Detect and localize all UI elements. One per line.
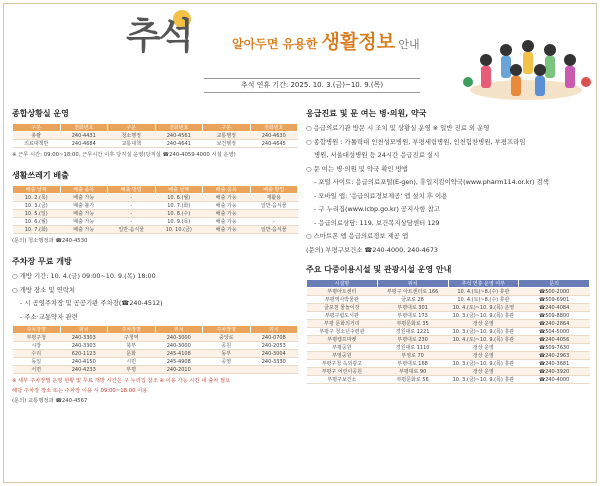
table-cell: 부평구 아트센터로 166 [377, 288, 448, 296]
table-cell: 동일 [13, 358, 61, 366]
table-cell: ☎240-2963 [519, 352, 590, 360]
table-cell: 10. 9.(목) [155, 218, 203, 226]
medical-line: - 구 누리집(www.icbp.go.kr) 공지사항 참고 [314, 205, 440, 213]
page-title [232, 27, 420, 54]
table-row [307, 344, 590, 352]
table-cell: 배출 가능 [60, 194, 108, 202]
table-cell: 일반·음식물 [250, 226, 298, 234]
table-row [13, 132, 298, 140]
table-row [13, 218, 298, 226]
table-cell: - [108, 210, 156, 218]
table-cell: 240-4641 [155, 140, 203, 148]
table-cell: 부평구 청소년수련관 [307, 328, 378, 336]
table-row [307, 320, 590, 328]
parking-line: - 시 공영주차장 및 공공기관 주차장(☎240-4512) [20, 299, 163, 307]
table-header: 배출 방법 [250, 186, 298, 194]
table-row [307, 328, 590, 336]
table-cell: 구청역 [108, 334, 156, 342]
table-cell: 부평아트센터 [307, 288, 378, 296]
table-cell: 10. 6.(월) [155, 194, 203, 202]
table-cell: 10. 3.(금)~10. 9.(목) 휴관 [448, 312, 519, 320]
parking-line: ○ 개방 장소 및 연락처 [12, 285, 76, 294]
table-cell: 부평구립도서관 [307, 312, 378, 320]
table-header: 배출 방법 [108, 186, 156, 194]
title-prefix: 알아두면 유용한 [232, 37, 322, 51]
table-cell: 부평역사박물관 [307, 296, 378, 304]
medical-line: ○ 종합병원 : 가톨릭대 인천성모병원, 부평세림병원, 인천힘찬병원, 부평프라임 [306, 137, 526, 146]
table-cell: ☎500-2000 [519, 288, 590, 296]
table-cell: 245-4908 [155, 358, 203, 366]
table-row [307, 312, 590, 320]
medical-contact: (문의) 부평구보건소 ☎240-4000, 240-4673 [306, 245, 438, 254]
table-row [307, 352, 590, 360]
table-cell [250, 210, 298, 218]
table-header: 위치 [60, 326, 108, 334]
table-cell [250, 366, 298, 374]
table-cell: 굴포천 물놀이장 [307, 304, 378, 312]
table-cell: - [108, 218, 156, 226]
trash-table [12, 185, 298, 234]
table-cell: 문화 [108, 350, 156, 358]
table-cell: 부평대로 90 [377, 368, 448, 376]
table-cell: ☎240-2864 [519, 320, 590, 328]
table-cell: 공영 [203, 358, 251, 366]
table-cell: 경원대로 1221 [377, 328, 448, 336]
table-cell: 총괄 [13, 132, 61, 140]
logo: 추석 [126, 15, 192, 57]
table-cell: 부평 문화의거리 [307, 320, 378, 328]
parking-warning: ※ 세부 주차장별 운영 현황 및 무료 개방 시간은 구 누리집 참조 ※ 이용 가능 시간 내 출차 필요 [12, 378, 231, 384]
table-cell: 북부 [108, 342, 156, 350]
table-cell: 240-3000 [155, 334, 203, 342]
table-cell: 10. 3.(금)~10. 9.(목) 휴관 [448, 360, 519, 368]
table-cell: 교통행정 [203, 132, 251, 140]
table-cell: ☎509-8800 [519, 312, 590, 320]
table-cell [203, 366, 251, 374]
table-header: 구분 [203, 124, 251, 132]
table-header: 위치 [250, 326, 298, 334]
table-cell: 정상 운영 [448, 344, 519, 352]
table-cell: 10. 2.(목) [13, 194, 61, 202]
table-header: 주차장명 [203, 326, 251, 334]
medical-line: - 응급의료상담: 119, 보건복지상담센터 129 [314, 218, 440, 227]
table-cell: 10. 5.(일) [13, 210, 61, 218]
table-cell: 굴포로 26 [377, 296, 448, 304]
table-cell: 부평대로 173 [377, 312, 448, 320]
table-row [13, 334, 298, 342]
table-cell: 620-1123 [60, 350, 108, 358]
table-cell: 배출 가능 [203, 226, 251, 234]
table-cell: ☎240-4000 [519, 376, 590, 384]
table-row [13, 342, 298, 350]
table-cell: 부평대로 230 [377, 336, 448, 344]
table-header: 주차장명 [13, 326, 61, 334]
table-row [13, 202, 298, 210]
table-cell: 배출 가능 [203, 218, 251, 226]
table-cell: 10. 3.(금)~10. 9.(목) 휴관 [448, 376, 519, 384]
facilities-table [306, 279, 590, 384]
table-cell: 부평대로 168 [377, 360, 448, 368]
table-cell: 240-0708 [250, 334, 298, 342]
table-cell: 재활용 [250, 194, 298, 202]
parking-warning: 해당 주차장 장소 또는 주차장 이용 시 09:00~18:00 이용 [12, 388, 148, 394]
table-cell: 정상 운영 [448, 368, 519, 376]
table-cell: 10. 4.(토)~10. 9.(목) 운영 [448, 304, 519, 312]
table-cell: - [108, 202, 156, 210]
table-cell: 부평문화로 35 [377, 320, 448, 328]
table-cell: 부평문화로 56 [377, 376, 448, 384]
medical-line: - 모바일 앱: '응급의료정보제공' 앱 설치 후 이용 [314, 191, 448, 200]
table-cell: 배출 가능 [203, 202, 251, 210]
table-cell: 배출 불가 [60, 202, 108, 210]
left-column [12, 108, 298, 404]
table-row [307, 368, 590, 376]
table-cell: 부평구보건소 [307, 376, 378, 384]
parking-line: ○ 개방 기간: 10. 4.(금) 09:00~10. 9.(목) 18:00 [12, 272, 156, 280]
table-cell: 배출 가능 [60, 210, 108, 218]
table-cell: 공원 [203, 342, 251, 350]
parking-table [12, 325, 298, 374]
table-row [307, 304, 590, 312]
table-row [307, 336, 590, 344]
parking-section-title: 주차장 무료 개방 [12, 257, 72, 266]
table-cell: 240-3000 [155, 342, 203, 350]
table-row [13, 194, 298, 202]
medical-line: - 포털 사이트: 응급의료포털(E-gen), 휴일지킴이약국(www.pharm114.or.kr) 검색 [314, 178, 549, 186]
table-cell: 부영공원 [307, 352, 378, 360]
table-cell: ☎504-5000 [519, 328, 590, 336]
table-cell: 경원대로 1110 [377, 344, 448, 352]
table-cell: 부평대로 301 [377, 304, 448, 312]
table-cell: 245-4108 [155, 350, 203, 358]
table-cell: 중앙로 [203, 334, 251, 342]
table-row [307, 360, 590, 368]
clinic-section-title: 종합상황실 운영 [12, 109, 69, 118]
title-suffix: 안내 [394, 38, 420, 51]
table-cell: 부평구청 옥외광고 [307, 360, 378, 368]
table-row [13, 140, 298, 148]
table-cell: 배출 가능 [203, 194, 251, 202]
medical-line: 병원, 서울대성병원 등 24시간 응급진료 실시 [314, 151, 440, 159]
table-header: 배출 품목 [203, 186, 251, 194]
table-cell: 보건행정 [203, 140, 251, 148]
table-cell: 일반·음식물 [250, 202, 298, 210]
table-row [13, 210, 298, 218]
table-header: 배출 품목 [60, 186, 108, 194]
dancing-people-illustration [456, 30, 596, 102]
table-cell: ☎509-6901 [519, 296, 590, 304]
table-header: 배출 날짜 [155, 186, 203, 194]
holiday-period: 추석 연휴 기간: 2025. 10. 3.(금)~10. 9.(목) [204, 78, 420, 93]
title-main: 생활정보 [321, 31, 395, 53]
table-cell: 배출 가능 [203, 210, 251, 218]
table-row [13, 350, 298, 358]
table-cell: 부평공원 [307, 344, 378, 352]
medical-line: ○ 응급의료기관 방문 시 조치 및 상황실 운영 ※ 일반 진료 외 운영 [306, 124, 490, 132]
facilities-section-title: 주요 다중이용시설 및 관광시설 운영 안내 [306, 265, 452, 274]
table-row [13, 226, 298, 234]
control-room-table [12, 123, 298, 148]
table-cell: 10. 10.(금) [155, 226, 203, 234]
table-header: 전화번호 [60, 124, 108, 132]
table-cell: 10. 3.(금) [13, 202, 61, 210]
table-row [307, 296, 590, 304]
table-cell: 10. 7.(화) [155, 202, 203, 210]
table-cell: 240-4645 [250, 140, 298, 148]
table-cell: 부영로 70 [377, 352, 448, 360]
table-cell: 240-4150 [60, 358, 108, 366]
table-cell: 정상 운영 [448, 320, 519, 328]
table-cell: 일반·음식물 [108, 226, 156, 234]
table-cell: 시장 [13, 342, 61, 350]
table-header: 구분 [108, 124, 156, 132]
table-cell: 배출 가능 [60, 226, 108, 234]
table-cell: 10. 8.(수) [155, 210, 203, 218]
table-header: 주차장명 [108, 326, 156, 334]
table-cell: 240-2053 [250, 342, 298, 350]
table-row [13, 358, 298, 366]
table-header: 시설명 [307, 280, 378, 288]
table-cell: 240-3303 [60, 334, 108, 342]
table-cell: 시민 [108, 358, 156, 366]
table-cell: 의료대책반 [13, 140, 61, 148]
table-cell: 240-2010 [155, 366, 203, 374]
parking-contact: (문의) 교통행정과 ☎240-4567 [12, 398, 88, 404]
table-cell: 240-4233 [60, 366, 108, 374]
table-cell: ☎240-3681 [519, 360, 590, 368]
table-row [307, 376, 590, 384]
table-cell: 10. 6.(월) [13, 218, 61, 226]
table-cell: 10. 7.(화) [13, 226, 61, 234]
table-cell: 10. 4.(토)~8.(수) 휴관 [448, 296, 519, 304]
table-cell: 부평구 어린이공원 [307, 368, 378, 376]
header [0, 0, 600, 89]
table-cell: 240-3004 [250, 350, 298, 358]
table-header: 추석 연휴 운영 여부 [448, 280, 519, 288]
table-cell: - [108, 194, 156, 202]
table-row [13, 366, 298, 374]
table-cell: ☎240-4084 [519, 304, 590, 312]
table-cell: 10. 3.(금)~10. 9.(목) 휴관 [448, 328, 519, 336]
clinic-note: ※ 근무 시간: 09:00~18:00, 근무시간 이후 당직실 운영(당직실 ☎240-4059·4000 시설 운영) [12, 152, 236, 158]
table-cell: 240-4630 [250, 132, 298, 140]
trash-section-title: 생활쓰레기 배출 [12, 171, 69, 180]
table-cell: 10. 4.(토)~8.(수) 휴관 [448, 288, 519, 296]
table-cell: 동부 [203, 350, 251, 358]
table-header: 위치 [155, 326, 203, 334]
table-header: 전화번호 [250, 124, 298, 132]
table-header: 위치 [377, 280, 448, 288]
table-cell: 240-4561 [155, 132, 203, 140]
medical-section-title: 응급진료 및 문 여는 병·의원, 약국 [306, 109, 427, 118]
table-cell: 240-3303 [60, 342, 108, 350]
table-cell: 정상 운영 [448, 352, 519, 360]
table-cell: ☎240-3920 [519, 368, 590, 376]
table-cell: 서면 [13, 366, 61, 374]
table-header: 전화번호 [155, 124, 203, 132]
table-cell: 교통대책 [108, 140, 156, 148]
table-cell: 10. 4.(토)~10. 9.(목) 휴관 [448, 336, 519, 344]
table-row [307, 288, 590, 296]
table-cell: 부평캠프마켓 [307, 336, 378, 344]
table-header: 문의 [519, 280, 590, 288]
parking-line: - 주소·교통약자 관련 [20, 312, 78, 321]
table-cell: 수리 [13, 350, 61, 358]
medical-line: ○ 스마트폰 앱 응급의료정보 제공 앱 [306, 232, 409, 240]
table-cell: 배출 가능 [60, 218, 108, 226]
table-cell: ☎240-4056 [519, 336, 590, 344]
table-cell: 부평 [108, 366, 156, 374]
table-cell: 240-3330 [250, 358, 298, 366]
table-header: 배출 날짜 [13, 186, 61, 194]
table-cell: ☎509-7630 [519, 344, 590, 352]
right-column [306, 108, 590, 384]
table-cell: - [250, 218, 298, 226]
medical-line: ○ 문 여는 병·의원 및 약국 확인 방법 [306, 164, 409, 173]
table-cell: 240-4684 [60, 140, 108, 148]
table-cell: 부평구청 [13, 334, 61, 342]
table-header: 구분 [13, 124, 61, 132]
trash-note: (문의) 청소행정과 ☎240-4530 [12, 238, 88, 244]
table-cell: 240-4431 [60, 132, 108, 140]
table-cell: 청소행정 [108, 132, 156, 140]
